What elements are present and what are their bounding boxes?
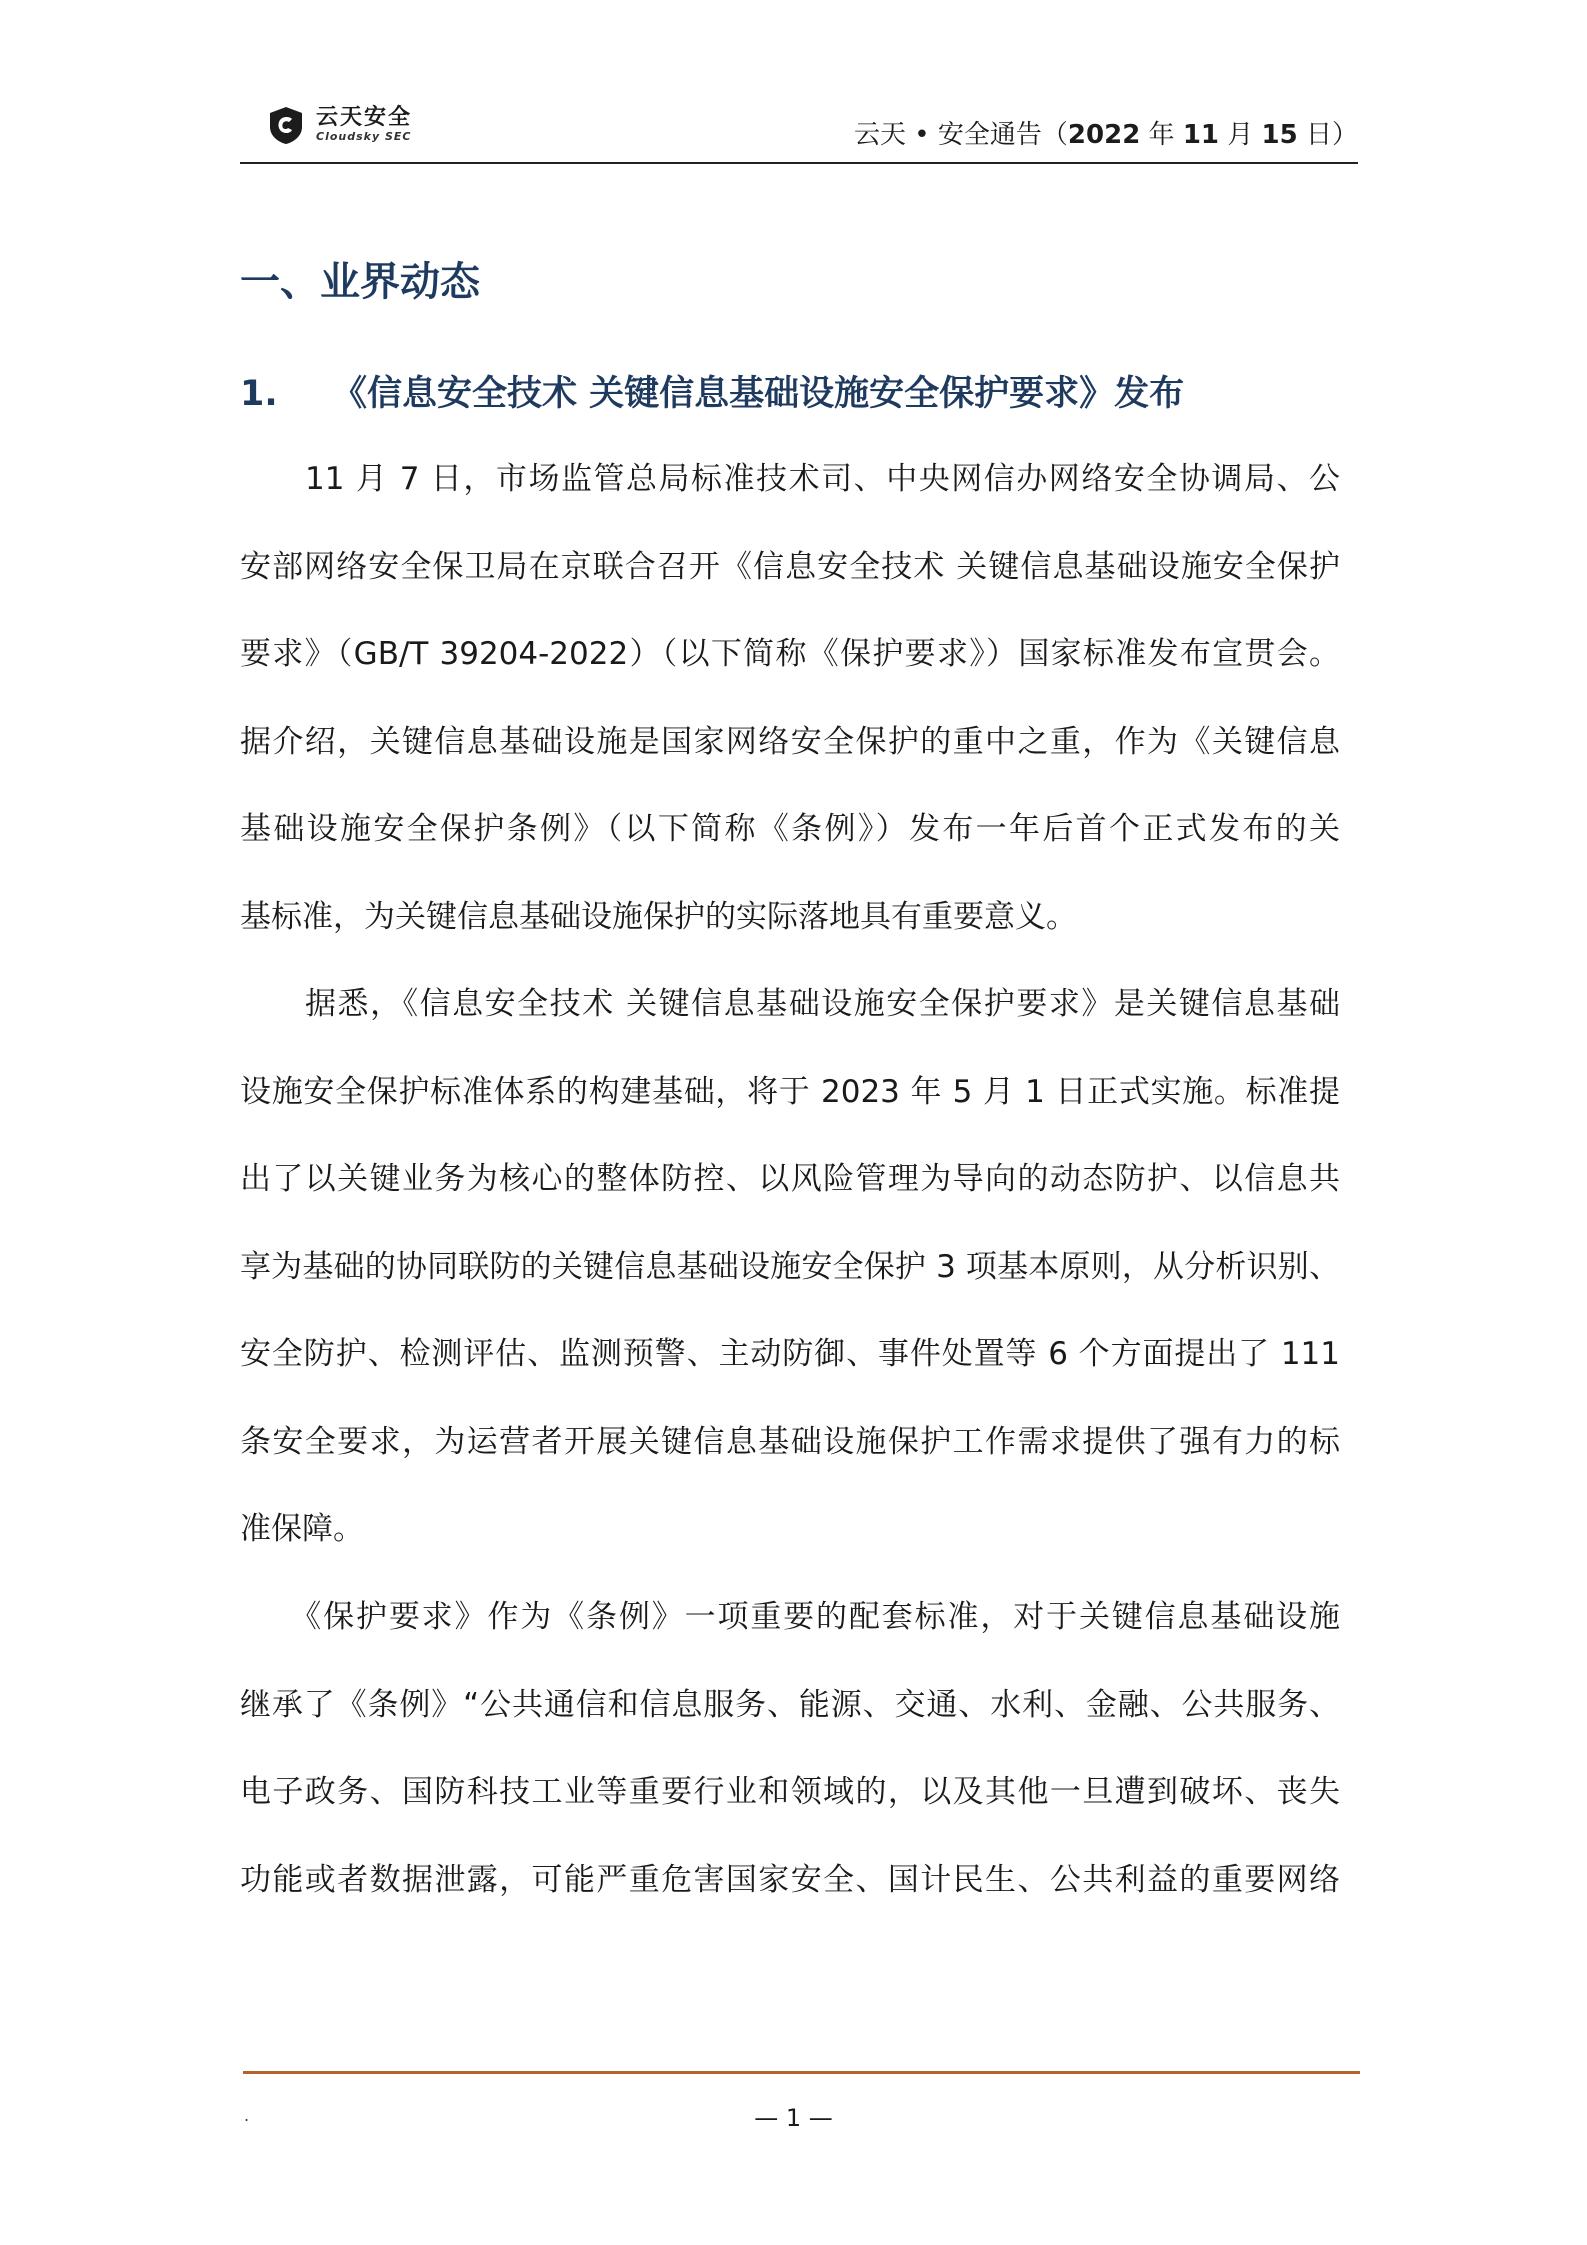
footer-divider <box>243 2071 1360 2074</box>
subsection-number: 1. <box>240 374 278 414</box>
page-number: — 1 — <box>754 2104 833 2132</box>
paragraph-line: 11 月 7 日，市场监管总局标准技术司、中央网信办网络安全协调局、公 <box>240 461 1340 497</box>
section-heading: 一、业界动态 <box>240 259 480 305</box>
paragraph-line: 享为基础的协同联防的关键信息基础设施安全保护 3 项基本原则，从分析识别、 <box>240 1248 1340 1285</box>
footer-dot: . <box>244 2106 250 2125</box>
cloudsky-logo-icon <box>266 105 306 145</box>
paragraph-line: 功能或者数据泄露，可能严重危害国家安全、国计民生、公共利益的重要网络 <box>240 1861 1340 1898</box>
paragraph-line: 据悉，《信息安全技术 关键信息基础设施安全保护要求》是关键信息基础 <box>240 986 1340 1022</box>
paragraph-line: 条安全要求，为运营者开展关键信息基础设施保护工作需求提供了强有力的标 <box>240 1423 1340 1460</box>
subsection-heading <box>240 366 1184 416</box>
paragraph-line: 继承了《条例》“公共通信和信息服务、能源、交通、水利、金融、公共服务、 <box>240 1686 1340 1723</box>
paragraph-line: 基标准，为关键信息基础设施保护的实际落地具有重要意义。 <box>240 898 1077 935</box>
paragraph-line: 安全防护、检测评估、监测预警、主动防御、事件处置等 6 个方面提出了 111 <box>240 1336 1340 1372</box>
bulletin-date-title: 云天 • 安全通告（2022 年 11 月 15 日） <box>854 120 1358 150</box>
paragraph-line: 基础设施安全保护条例》（以下简称《条例》）发布一年后首个正式发布的关 <box>240 811 1340 847</box>
paragraph-3 <box>240 1574 1340 1924</box>
paragraph-line: 准保障。 <box>240 1511 364 1547</box>
company-logo <box>266 100 412 150</box>
subsection-title: 《信息安全技术 关键信息基础设施安全保护要求》发布 <box>332 374 1185 414</box>
page-header <box>240 96 1358 164</box>
paragraph-line: 《保护要求》作为《条例》一项重要的配套标准，对于关键信息基础设施 <box>240 1599 1340 1635</box>
logo-chinese-text: 云天安全 <box>316 105 413 130</box>
paragraph-line: 安部网络安全保卫局在京联合召开《信息安全技术 关键信息基础设施安全保护 <box>240 548 1340 585</box>
paragraph-line: 据介绍，关键信息基础设施是国家网络安全保护的重中之重，作为《关键信息 <box>240 723 1340 760</box>
logo-english-text: Cloudsky SEC <box>316 130 412 143</box>
paragraph-line: 设施安全保护标准体系的构建基础，将于 2023 年 5 月 1 日正式实施。标准提 <box>240 1073 1340 1110</box>
paragraph-2 <box>240 961 1340 1574</box>
paragraph-line: 要求》（GB/T 39204-2022）（以下简称《保护要求》）国家标准发布宣贯会。 <box>240 636 1340 672</box>
paragraph-line: 电子政务、国防科技工业等重要行业和领域的，以及其他一旦遭到破坏、丧失 <box>240 1774 1340 1810</box>
paragraph-1 <box>240 436 1340 961</box>
paragraph-line: 出了以关键业务为核心的整体防控、以风险管理为导向的动态防护、以信息共 <box>240 1161 1340 1197</box>
